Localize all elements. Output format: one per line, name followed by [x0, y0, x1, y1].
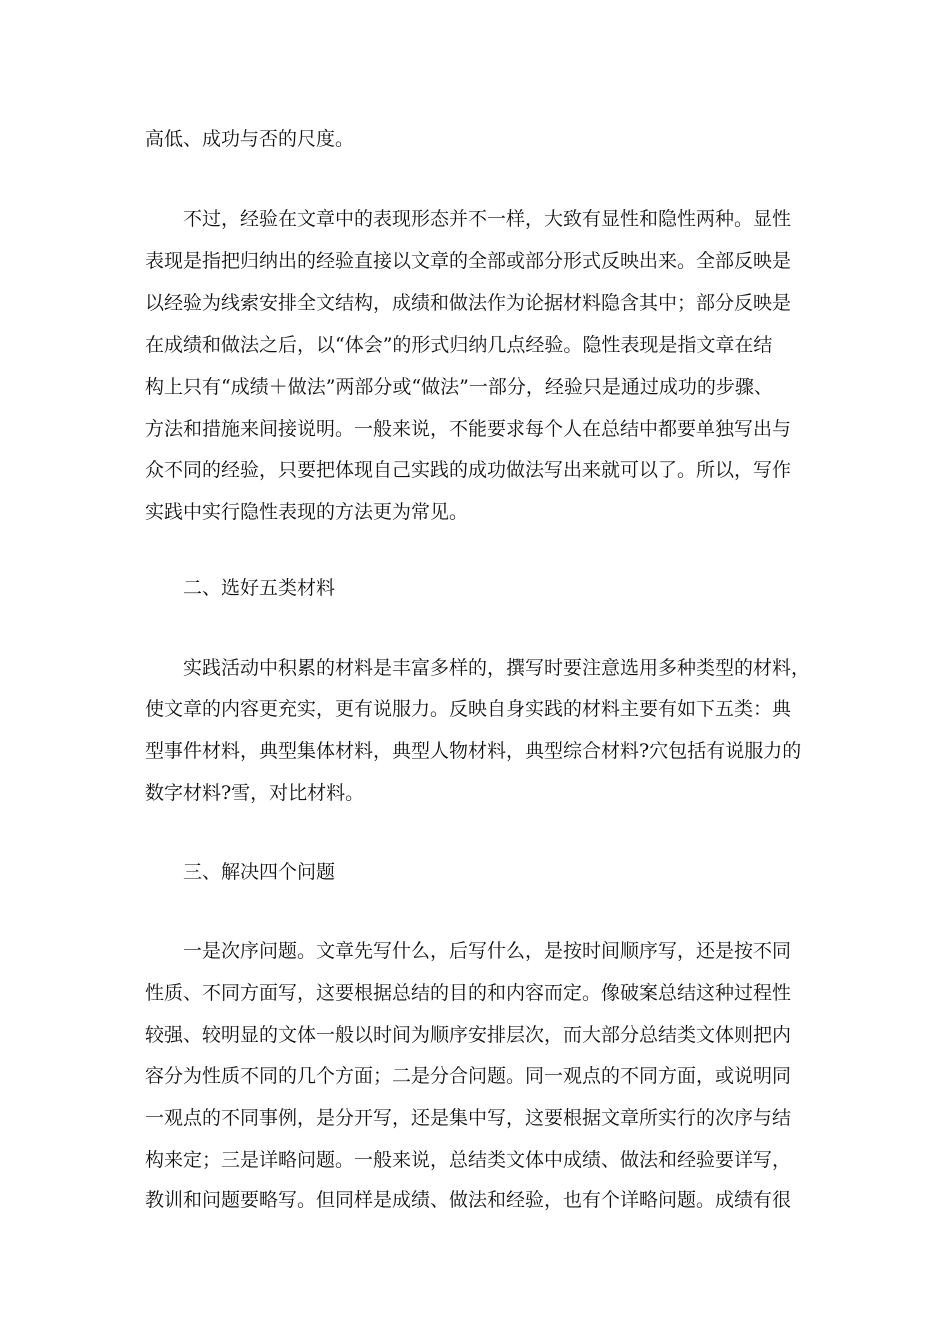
- text-line: 教训和问题要略写。但同样是成绩、做法和经验，也有个详略问题。成绩有很: [145, 1189, 792, 1211]
- text-line: 高低、成功与否的尺度。: [145, 128, 355, 150]
- paragraph-first-line: 不过，经验在文章中的表现形态并不一样，大致有显性和隐性两种。显性: [183, 208, 792, 230]
- text-line: 容分为性质不同的几个方面；二是分合问题。同一观点的不同方面，或说明同: [145, 1065, 792, 1087]
- text-line: 在成绩和做法之后，以“体会”的形式归纳几点经验。隐性表现是指文章在结: [145, 334, 773, 356]
- text-line: 数字材料?雪，对比材料。: [145, 782, 365, 804]
- text-line: 较强、较明显的文体一般以时间为顺序安排层次，而大部分总结类文体则把内: [145, 1024, 792, 1046]
- text-line: 性质、不同方面写，这要根据总结的目的和内容而定。像破案总结这种过程性: [145, 982, 792, 1004]
- text-line: 方法和措施来间接说明。一般来说，不能要求每个人在总结中都要单独写出与: [145, 418, 792, 440]
- text-line: 构上只有“成绩＋做法”两部分或“做法”一部分，经验只是通过成功的步骤、: [145, 376, 773, 398]
- section-heading: 三、解决四个问题: [183, 861, 336, 883]
- text-line: 以经验为线索安排全文结构，成绩和做法作为论据材料隐含其中；部分反映是: [145, 292, 792, 314]
- text-line: 构来定；三是详略问题。一般来说，总结类文体中成绩、做法和经验要详写，: [145, 1149, 792, 1171]
- text-line: 实践中实行隐性表现的方法更为常见。: [145, 501, 469, 523]
- paragraph-first-line: 实践活动中积累的材料是丰富多样的，撰写时要注意选用多种类型的材料，: [183, 657, 811, 679]
- text-line: 型事件材料，典型集体材料，典型人物材料，典型综合材料?穴包括有说服力的: [145, 740, 802, 762]
- paragraph-first-line: 一是次序问题。文章先写什么，后写什么，是按时间顺序写，还是按不同: [183, 940, 792, 962]
- text-line: 表现是指把归纳出的经验直接以文章的全部或部分形式反映出来。全部反映是: [145, 250, 792, 272]
- text-line: 众不同的经验，只要把体现自己实践的成功做法写出来就可以了。所以，写作: [145, 459, 792, 481]
- section-heading: 二、选好五类材料: [183, 577, 336, 599]
- text-line: 一观点的不同事例，是分开写，还是集中写，这要根据文章所实行的次序与结: [145, 1107, 792, 1129]
- text-line: 使文章的内容更充实，更有说服力。反映自身实践的材料主要有如下五类：典: [145, 698, 792, 720]
